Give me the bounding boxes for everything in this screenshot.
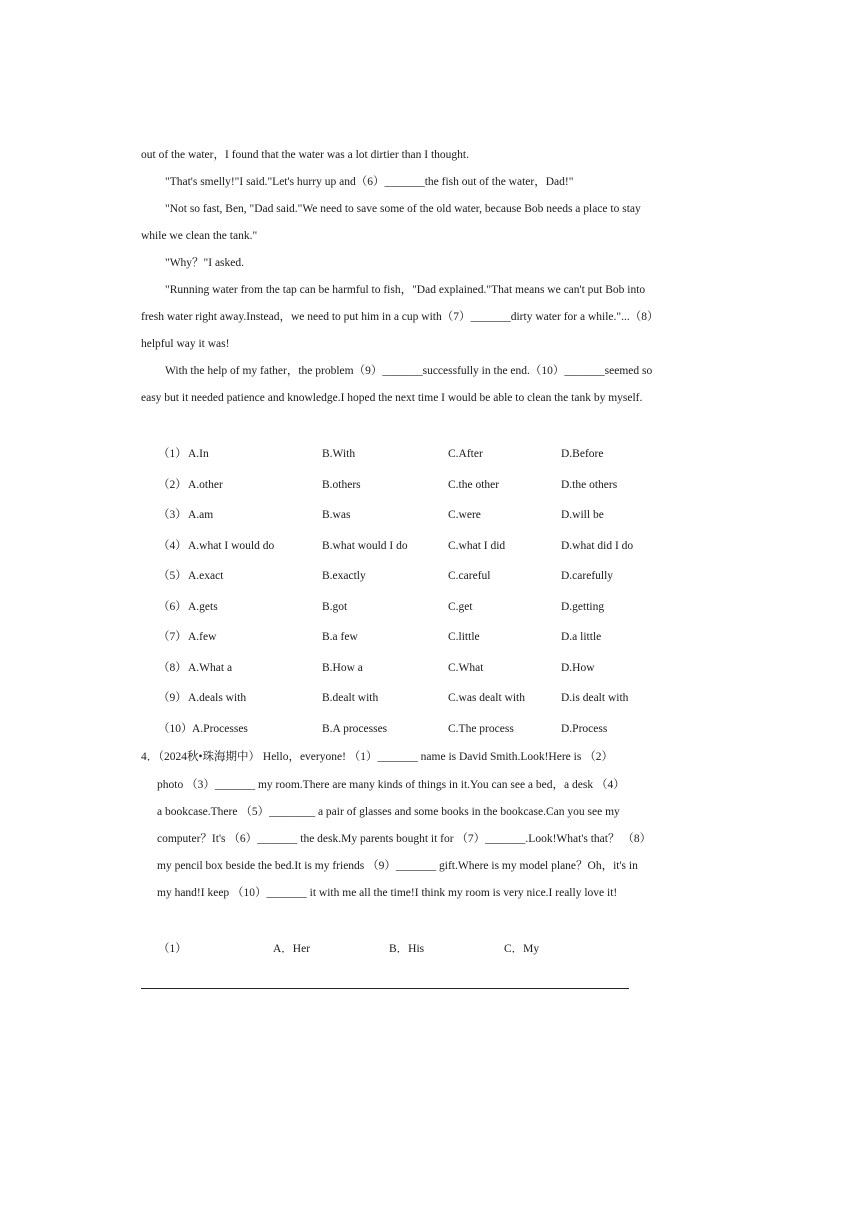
option-d: D.carefully (561, 570, 614, 582)
option-number: （7） (158, 631, 187, 643)
option-a: A.few (188, 631, 217, 643)
option-d: D.How (561, 662, 595, 674)
option-number: （10） (158, 723, 193, 735)
option-number: （1） (158, 448, 187, 460)
option-number: （6） (158, 601, 187, 613)
option-a: A.exact (188, 570, 224, 582)
passage-line: "That's smelly!"I said."Let's hurry up and（6）_______the fish out of the water，Dad!" (165, 176, 574, 188)
option-d: D.Process (561, 723, 608, 735)
option-b: B.With (322, 448, 356, 460)
option-d: D.Before (561, 448, 604, 460)
option-b: B.was (322, 509, 351, 521)
option-c: C.were (448, 509, 481, 521)
option-a: A.am (188, 509, 214, 521)
passage-line: while we clean the tank." (141, 230, 258, 242)
option-b: B.got (322, 601, 348, 613)
passage-line: With the help of my father，the problem（9）_______successfully in the end.（10）_______seemed so (165, 365, 653, 377)
option-d: D.a little (561, 631, 602, 643)
option-number: （9） (158, 692, 187, 704)
option-c: C.little (448, 631, 480, 643)
option-c: C.what I did (448, 540, 506, 552)
option-number: （8） (158, 662, 187, 674)
option-a: A.In (188, 448, 209, 460)
question-line: photo （3）_______ my room.There are many kinds of things in it.You can see a bed，a desk （4） (157, 779, 625, 791)
option-number: （1） (158, 943, 187, 955)
footer-divider (141, 988, 629, 989)
option-a: A.gets (188, 601, 218, 613)
option-a: A.what I would do (188, 540, 275, 552)
option-d: D.what did I do (561, 540, 634, 552)
option-b: B.A processes (322, 723, 388, 735)
option-b: B．His (389, 943, 425, 955)
option-b: B.How a (322, 662, 363, 674)
passage-line: "Running water from the tap can be harmful to fish，"Dad explained."That means we can't put Bob into (165, 284, 646, 296)
option-d: D.the others (561, 479, 618, 491)
option-d: D.getting (561, 601, 605, 613)
passage-line: out of the water，I found that the water was a lot dirtier than I thought. (141, 149, 469, 161)
passage-line: easy but it needed patience and knowledge.I hoped the next time I would be able to clean the tank by myself. (141, 392, 643, 404)
option-b: B.dealt with (322, 692, 379, 704)
option-d: D.will be (561, 509, 604, 521)
passage-line: helpful way it was! (141, 338, 230, 350)
question-line: a bookcase.There （5）________ a pair of glasses and some books in the bookcase.Can you see my (157, 806, 620, 818)
option-c: C.What (448, 662, 484, 674)
option-c: C.After (448, 448, 483, 460)
option-a: A.Processes (192, 723, 248, 735)
option-c: C.careful (448, 570, 491, 582)
option-b: B.a few (322, 631, 358, 643)
question-line: 4．（2024秋•珠海期中） Hello，everyone! （1）_______ name is David Smith.Look!Here is （2） (141, 751, 613, 763)
option-d: D.is dealt with (561, 692, 629, 704)
question-line: my pencil box beside the bed.It is my friends （9）_______ gift.Where is my model plane？Oh，it's in (157, 860, 638, 872)
option-c: C．My (504, 943, 540, 955)
passage-line: "Not so fast, Ben, "Dad said."We need to save some of the old water, because Bob needs a place to stay (165, 203, 641, 215)
option-number: （4） (158, 540, 187, 552)
option-a: A.deals with (188, 692, 247, 704)
option-a: A.other (188, 479, 223, 491)
option-c: C.was dealt with (448, 692, 525, 704)
option-a: A.What a (188, 662, 233, 674)
passage-line: fresh water right away.Instead，we need to put him in a cup with（7）_______dirty water for a while."...（8） (141, 311, 659, 323)
option-b: B.what would I do (322, 540, 408, 552)
option-b: B.exactly (322, 570, 366, 582)
option-number: （5） (158, 570, 187, 582)
option-c: C.The process (448, 723, 514, 735)
option-b: B.others (322, 479, 361, 491)
question-line: my hand!I keep （10）_______ it with me all the time!I think my room is very nice.I really love it! (157, 887, 618, 899)
option-c: C.the other (448, 479, 500, 491)
question-line: computer？It's （6）_______ the desk.My parents bought it for （7）_______.Look!What's that？ （8） (157, 833, 652, 845)
option-c: C.get (448, 601, 473, 613)
option-number: （3） (158, 509, 187, 521)
option-number: （2） (158, 479, 187, 491)
option-a: A．Her (273, 943, 311, 955)
passage-line: "Why？"I asked. (165, 257, 245, 269)
